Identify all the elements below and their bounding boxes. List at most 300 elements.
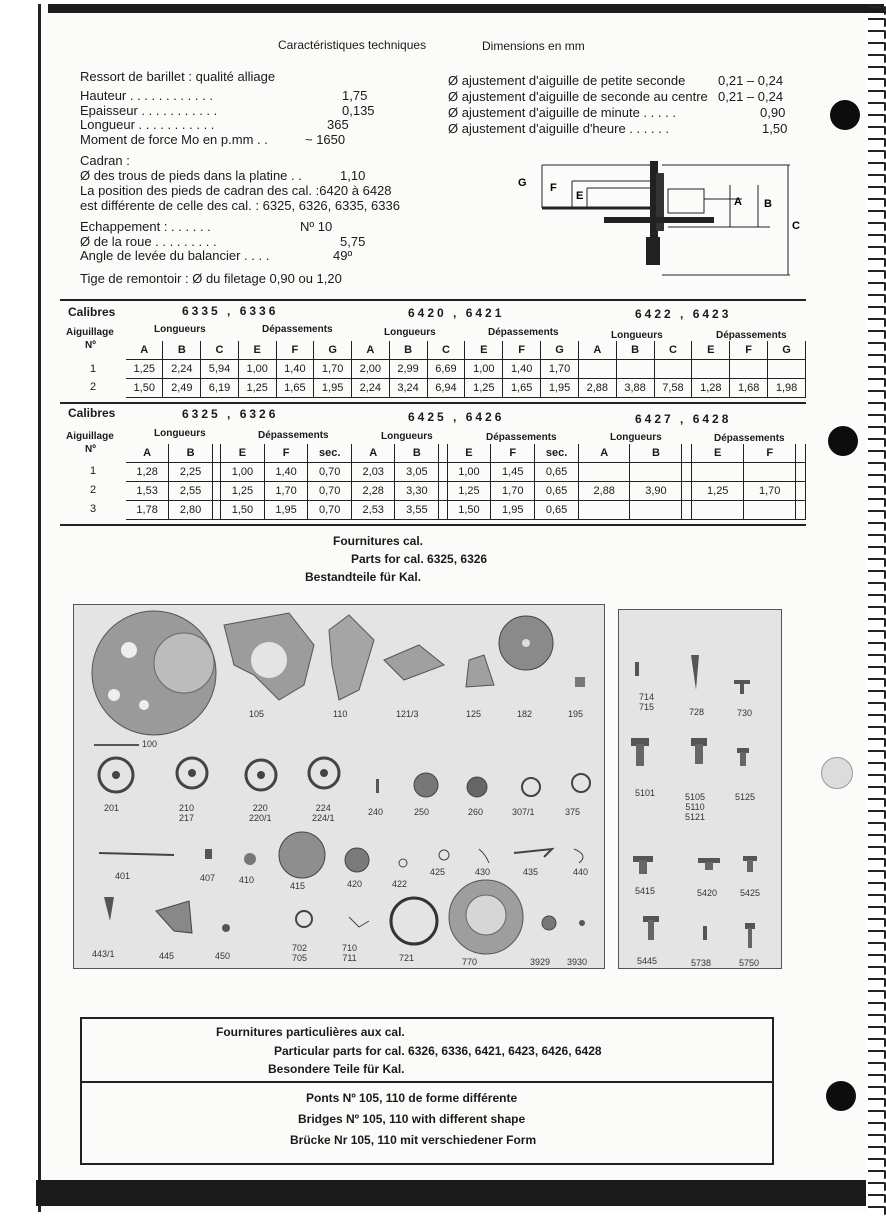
table-cell: 1,68 xyxy=(730,379,768,398)
ressort-row-value: ~ 1650 xyxy=(305,132,346,147)
table1-no-label: Nº xyxy=(85,340,96,351)
column-header: E xyxy=(465,341,503,360)
punch-hole-reinforced xyxy=(821,757,853,789)
column-header: F xyxy=(744,444,796,463)
column-header: E xyxy=(238,341,276,360)
table1-row-label: 1 xyxy=(90,363,97,375)
spiral-ring xyxy=(868,1182,886,1191)
spiral-ring xyxy=(868,714,886,723)
table2-longueurs-2: Longueurs xyxy=(381,431,433,442)
spiral-ring xyxy=(868,1158,886,1167)
part-number-label: 420 xyxy=(347,879,363,889)
table-cell xyxy=(730,360,768,379)
part-number-label: 250 xyxy=(414,807,430,817)
column-header: A xyxy=(579,444,630,463)
spiral-ring xyxy=(868,438,886,447)
part-number-label: 220 220/1 xyxy=(249,803,272,823)
spiral-ring xyxy=(868,474,886,483)
spiral-ring xyxy=(868,162,886,171)
ajustement-label: Ø ajustement d'aiguille de seconde au centre xyxy=(448,89,708,104)
spiral-ring xyxy=(868,666,886,675)
table2-no-label: Nº xyxy=(85,444,96,455)
table-cell: 6,19 xyxy=(201,379,239,398)
column-header: B xyxy=(630,444,682,463)
echappement-value: 5,75 xyxy=(340,234,366,249)
table-row xyxy=(126,360,352,379)
table-cell: 1,70 xyxy=(541,360,579,379)
table-cell xyxy=(616,360,654,379)
part-number-label: 5415 xyxy=(635,886,656,896)
echappement-label: Ø de la roue . . . . . . . . . xyxy=(80,234,217,249)
spiral-ring xyxy=(868,114,886,123)
spiral-ring xyxy=(868,198,886,207)
table-cell: 1,25 xyxy=(447,482,491,501)
spiral-ring xyxy=(868,834,886,843)
part-number-label: 728 xyxy=(689,707,705,717)
table-cell xyxy=(212,501,220,520)
table-cell xyxy=(439,501,447,520)
spiral-ring xyxy=(868,846,886,855)
table1-longueurs-1: Longueurs xyxy=(154,324,206,335)
table-cell: 0,70 xyxy=(308,482,352,501)
column-header xyxy=(439,444,447,463)
top-edge-bar xyxy=(48,4,884,13)
table-cell: 2,99 xyxy=(389,360,427,379)
table-cell: 2,88 xyxy=(579,379,616,398)
table-cell xyxy=(630,463,682,482)
spiral-ring xyxy=(868,1110,886,1119)
spiral-ring xyxy=(868,738,886,747)
spiral-ring xyxy=(868,606,886,615)
table-cell: 0,65 xyxy=(535,501,579,520)
column-header: G xyxy=(314,341,352,360)
column-header: E xyxy=(692,341,730,360)
spiral-ring xyxy=(868,882,886,891)
column-header: B xyxy=(163,341,201,360)
table-row xyxy=(579,501,806,520)
spiral-ring xyxy=(868,246,886,255)
table-cell xyxy=(682,463,692,482)
cadran-holes-label: Ø des trous de pieds dans la platine . . xyxy=(80,168,302,183)
table-row xyxy=(579,379,806,398)
table-cell: 3,90 xyxy=(630,482,682,501)
spiral-ring xyxy=(868,762,886,771)
part-number-label: 721 xyxy=(399,953,415,963)
table-cell xyxy=(744,501,796,520)
ajustement-value: 0,21 – 0,24 xyxy=(718,89,784,104)
spiral-ring xyxy=(868,462,886,471)
parts-photo-drawing xyxy=(74,605,604,968)
table-cell xyxy=(579,501,630,520)
table-cell: 2,80 xyxy=(169,501,213,520)
spiral-ring xyxy=(868,486,886,495)
spiral-ring xyxy=(868,66,886,75)
punch-hole-bottom xyxy=(826,1081,856,1111)
spiral-ring xyxy=(868,1194,886,1203)
table-cell: 6,69 xyxy=(427,360,465,379)
column-header: F xyxy=(491,444,535,463)
spiral-ring xyxy=(868,1134,886,1143)
ressort-row-label: Epaisseur . . . . . . . . . . . xyxy=(80,103,218,118)
ressort-row-label: Hauteur . . . . . . . . . . . . xyxy=(80,88,213,103)
particular-parts-box xyxy=(80,1017,774,1165)
table-cell: 0,65 xyxy=(535,482,579,501)
column-header: B xyxy=(395,444,439,463)
spiral-ring xyxy=(868,6,886,15)
table2-calibre-3: 6427 , 6428 xyxy=(635,412,732,426)
table1-longueurs-3: Longueurs xyxy=(611,330,663,341)
spiral-ring xyxy=(868,78,886,87)
column-header: G xyxy=(768,341,806,360)
table-cell: 1,00 xyxy=(465,360,503,379)
column-header: B xyxy=(389,341,427,360)
column-header: A xyxy=(126,341,163,360)
column-header: F xyxy=(276,341,314,360)
spiral-ring xyxy=(868,270,886,279)
table-cell xyxy=(682,501,692,520)
part-number-label: 415 xyxy=(290,881,306,891)
table1-group-2 xyxy=(352,341,579,398)
table-row xyxy=(579,482,806,501)
part-number-label: 5105 5110 5121 xyxy=(685,792,706,822)
spiral-ring xyxy=(868,102,886,111)
spiral-ring xyxy=(868,534,886,543)
table-cell: 2,49 xyxy=(163,379,201,398)
particulieres-line-4: Ponts Nº 105, 110 de forme différente xyxy=(306,1091,518,1105)
table-cell: 1,50 xyxy=(447,501,491,520)
column-header: E xyxy=(692,444,744,463)
table-row xyxy=(126,463,352,482)
table-cell: 3,55 xyxy=(395,501,439,520)
spiral-ring xyxy=(868,858,886,867)
spiral-ring xyxy=(868,978,886,987)
table1-top-rule xyxy=(60,299,806,301)
table1-longueurs-2: Longueurs xyxy=(384,327,436,338)
spiral-ring xyxy=(868,342,886,351)
spiral-ring xyxy=(868,558,886,567)
spiral-ring xyxy=(868,138,886,147)
spiral-ring xyxy=(868,894,886,903)
table2-depassements-1: Dépassements xyxy=(258,430,329,441)
spiral-ring xyxy=(868,522,886,531)
spiral-ring xyxy=(868,1146,886,1155)
table-cell: 0,65 xyxy=(535,463,579,482)
spiral-ring xyxy=(868,654,886,663)
spiral-binding xyxy=(868,0,886,1218)
table-cell xyxy=(768,360,806,379)
spiral-ring xyxy=(868,150,886,159)
spiral-ring xyxy=(868,570,886,579)
part-number-label: 422 xyxy=(392,879,408,889)
part-number-label: 410 xyxy=(239,875,255,885)
table-cell: 1,78 xyxy=(126,501,169,520)
table2-longueurs-3: Longueurs xyxy=(610,432,662,443)
table-cell: 1,40 xyxy=(503,360,541,379)
table-cell xyxy=(212,482,220,501)
spiral-ring xyxy=(868,690,886,699)
spiral-ring xyxy=(868,1074,886,1083)
table-row xyxy=(126,379,352,398)
column-header: B xyxy=(616,341,654,360)
table-row xyxy=(352,482,579,501)
column-header: C xyxy=(654,341,692,360)
table2-depassements-2: Dépassements xyxy=(486,432,557,443)
spiral-ring xyxy=(868,1122,886,1131)
table-cell: 7,58 xyxy=(654,379,692,398)
spiral-ring xyxy=(868,1086,886,1095)
column-header: sec. xyxy=(308,444,352,463)
ressort-row-value: 1,75 xyxy=(342,88,368,103)
spiral-ring xyxy=(868,582,886,591)
table-cell: 1,40 xyxy=(264,463,308,482)
part-number-label: 440 xyxy=(573,867,589,877)
table2-row-label: 1 xyxy=(90,465,97,477)
table1-calibres-label: Calibres xyxy=(68,305,116,319)
punch-hole-middle xyxy=(828,426,858,456)
tige-remontoir: Tige de remontoir : Ø du filetage 0,90 ou 1,20 xyxy=(80,271,342,286)
diagram-letter-e: E xyxy=(576,190,584,202)
table-cell: 1,65 xyxy=(503,379,541,398)
diagram-letter-f: F xyxy=(550,182,557,194)
column-header: A xyxy=(579,341,616,360)
table-row xyxy=(352,463,579,482)
parts-photo-screws xyxy=(618,609,782,969)
table-cell: 1,70 xyxy=(264,482,308,501)
table-cell: 1,95 xyxy=(264,501,308,520)
part-number-label: 3929 xyxy=(530,957,551,967)
ressort-row-label: Longueur . . . . . . . . . . . xyxy=(80,117,215,132)
part-number-label: 407 xyxy=(200,873,216,883)
spiral-ring xyxy=(868,222,886,231)
column-header: F xyxy=(730,341,768,360)
punch-hole-top xyxy=(830,100,860,130)
spiral-ring xyxy=(868,186,886,195)
table-cell xyxy=(692,463,744,482)
spiral-ring xyxy=(868,54,886,63)
table-cell: 1,53 xyxy=(126,482,169,501)
spiral-ring xyxy=(868,810,886,819)
echappement-label: Angle de levée du balancier . . . . xyxy=(80,248,270,263)
echappement-label: Echappement : . . . . . . xyxy=(80,219,211,234)
table-cell xyxy=(439,482,447,501)
header-title-right: Dimensions en mm xyxy=(482,39,585,53)
table-row xyxy=(352,501,579,520)
table-cell: 1,25 xyxy=(238,379,276,398)
table-cell: 2,53 xyxy=(352,501,395,520)
table-cell: 1,50 xyxy=(126,379,163,398)
spiral-ring xyxy=(868,330,886,339)
spiral-ring xyxy=(868,966,886,975)
cadran-holes-value: 1,10 xyxy=(340,168,366,183)
spiral-ring xyxy=(868,702,886,711)
spiral-ring xyxy=(868,402,886,411)
table-cell: 0,70 xyxy=(308,501,352,520)
bottom-edge-bar xyxy=(36,1180,866,1206)
spiral-ring xyxy=(868,498,886,507)
table-cell: 2,28 xyxy=(352,482,395,501)
table-cell: 1,25 xyxy=(221,482,265,501)
ajustement-value: 0,90 xyxy=(760,105,786,120)
fournitures-line-2: Parts for cal. 6325, 6326 xyxy=(351,552,488,566)
table-row xyxy=(579,463,806,482)
table-cell: 2,24 xyxy=(352,379,389,398)
column-header: G xyxy=(541,341,579,360)
table2-row-label: 2 xyxy=(90,484,97,496)
ressort-row-value: 0,135 xyxy=(342,103,375,118)
part-number-label: 100 xyxy=(142,739,158,749)
table1-aiguillage-label: Aiguillage xyxy=(66,327,114,338)
spiral-ring xyxy=(868,1014,886,1023)
table-cell: 1,45 xyxy=(491,463,535,482)
spiral-ring xyxy=(868,1038,886,1047)
echappement-value: Nº 10 xyxy=(300,219,333,234)
table-cell: 1,65 xyxy=(276,379,314,398)
table-cell: 1,25 xyxy=(692,482,744,501)
part-number-label: 307/1 xyxy=(512,807,535,817)
table1-calibre-2: 6420 , 6421 xyxy=(408,306,505,320)
table1-bottom-rule xyxy=(60,402,806,404)
column-header: F xyxy=(264,444,308,463)
table-cell xyxy=(796,501,806,520)
part-number-label: 5420 xyxy=(697,888,718,898)
spiral-ring xyxy=(868,798,886,807)
diagram-letter-b: B xyxy=(764,198,772,210)
table-cell xyxy=(692,360,730,379)
table-cell xyxy=(579,360,616,379)
part-number-label: 443/1 xyxy=(92,949,115,959)
table-cell xyxy=(692,501,744,520)
diagram-letter-g: G xyxy=(518,177,527,189)
table-cell: 1,98 xyxy=(768,379,806,398)
part-number-label: 224 224/1 xyxy=(312,803,335,823)
table-cell: 3,88 xyxy=(616,379,654,398)
table-cell: 2,00 xyxy=(352,360,389,379)
spiral-ring xyxy=(868,786,886,795)
table-cell: 1,00 xyxy=(447,463,491,482)
part-number-label: 182 xyxy=(517,709,533,719)
spiral-ring xyxy=(868,210,886,219)
diagram-letter-a: A xyxy=(734,196,742,208)
part-number-label: 5750 xyxy=(739,958,760,968)
spiral-ring xyxy=(868,318,886,327)
spiral-ring xyxy=(868,450,886,459)
ajustement-value: 0,21 – 0,24 xyxy=(718,73,784,88)
ajustement-label: Ø ajustement d'aiguille de petite seconde xyxy=(448,73,686,88)
part-number-label: 5125 xyxy=(735,792,756,802)
table-cell: 1,95 xyxy=(541,379,579,398)
part-number-label: 5425 xyxy=(740,888,761,898)
table1-depassements-1: Dépassements xyxy=(262,324,333,335)
table-cell: 1,70 xyxy=(744,482,796,501)
table-cell: 1,40 xyxy=(276,360,314,379)
cadran-title: Cadran : xyxy=(80,153,130,168)
table1-calibre-3: 6422 , 6423 xyxy=(635,307,732,321)
particular-box-divider xyxy=(82,1081,772,1083)
fournitures-line-3: Bestandteile für Kal. xyxy=(305,570,422,584)
ajustement-label: Ø ajustement d'aiguille de minute . . . . . xyxy=(448,105,676,120)
part-number-label: 121/3 xyxy=(396,709,419,719)
table-cell: 1,95 xyxy=(314,379,352,398)
column-header: A xyxy=(352,444,395,463)
table1-calibre-1: 6335 , 6336 xyxy=(182,304,279,318)
spiral-ring xyxy=(868,234,886,243)
spiral-ring xyxy=(868,90,886,99)
spiral-ring xyxy=(868,354,886,363)
spiral-ring xyxy=(868,1002,886,1011)
table-cell: 3,05 xyxy=(395,463,439,482)
spiral-ring xyxy=(868,546,886,555)
spiral-ring xyxy=(868,618,886,627)
table-cell: 1,00 xyxy=(221,463,265,482)
spiral-ring xyxy=(868,630,886,639)
table-cell xyxy=(212,463,220,482)
spiral-ring xyxy=(868,918,886,927)
spiral-ring xyxy=(868,822,886,831)
table-cell: 2,03 xyxy=(352,463,395,482)
part-number-label: 110 xyxy=(333,709,348,719)
spiral-ring xyxy=(868,378,886,387)
table1-depassements-3: Dépassements xyxy=(716,330,787,341)
particulieres-line-5: Bridges Nº 105, 110 with different shape xyxy=(298,1112,526,1126)
table-cell: 2,88 xyxy=(579,482,630,501)
column-header xyxy=(212,444,220,463)
spiral-ring xyxy=(868,258,886,267)
spiral-ring xyxy=(868,870,886,879)
diagram-letter-c: C xyxy=(792,220,800,232)
part-number-label: 375 xyxy=(565,807,581,817)
table-cell: 1,70 xyxy=(491,482,535,501)
ajustement-value: 1,50 xyxy=(762,121,788,136)
table-cell xyxy=(682,482,692,501)
table2-aiguillage-label: Aiguillage xyxy=(66,431,114,442)
table-cell xyxy=(579,463,630,482)
table2-calibre-1: 6325 , 6326 xyxy=(182,407,279,421)
table2-depassements-3: Dépassements xyxy=(714,433,785,444)
spiral-ring xyxy=(868,306,886,315)
column-header: A xyxy=(352,341,389,360)
cadran-note-1: La position des pieds de cadran des cal. :6420 à 6428 xyxy=(80,183,392,198)
part-number-label: 435 xyxy=(523,867,539,877)
table-cell: 3,24 xyxy=(389,379,427,398)
spiral-ring xyxy=(868,42,886,51)
table-cell xyxy=(654,360,692,379)
part-number-label: 195 xyxy=(568,709,584,719)
column-header xyxy=(796,444,806,463)
part-number-label: 240 xyxy=(368,807,384,817)
spiral-ring xyxy=(868,726,886,735)
table-cell: 2,24 xyxy=(163,360,201,379)
fournitures-line-1: Fournitures cal. xyxy=(333,534,424,548)
table-cell: 2,55 xyxy=(169,482,213,501)
part-number-label: 201 xyxy=(104,803,120,813)
table-cell: 6,94 xyxy=(427,379,465,398)
table-cell: 1,28 xyxy=(692,379,730,398)
table-cell: 0,70 xyxy=(308,463,352,482)
table1-group-1 xyxy=(126,341,352,398)
table2-group-1 xyxy=(126,444,352,520)
table-cell xyxy=(796,482,806,501)
table-cell: 1,25 xyxy=(126,360,163,379)
spiral-ring xyxy=(868,18,886,27)
part-number-label: 714 715 xyxy=(639,692,655,712)
spiral-ring xyxy=(868,1062,886,1071)
particulieres-line-1: Fournitures particulières aux cal. xyxy=(216,1025,405,1039)
table-cell: 1,28 xyxy=(126,463,169,482)
part-number-label: 260 xyxy=(468,807,484,817)
part-number-label: 450 xyxy=(215,951,231,961)
hand-height-diagram xyxy=(512,155,812,280)
ressort-row-value: 365 xyxy=(327,117,349,132)
